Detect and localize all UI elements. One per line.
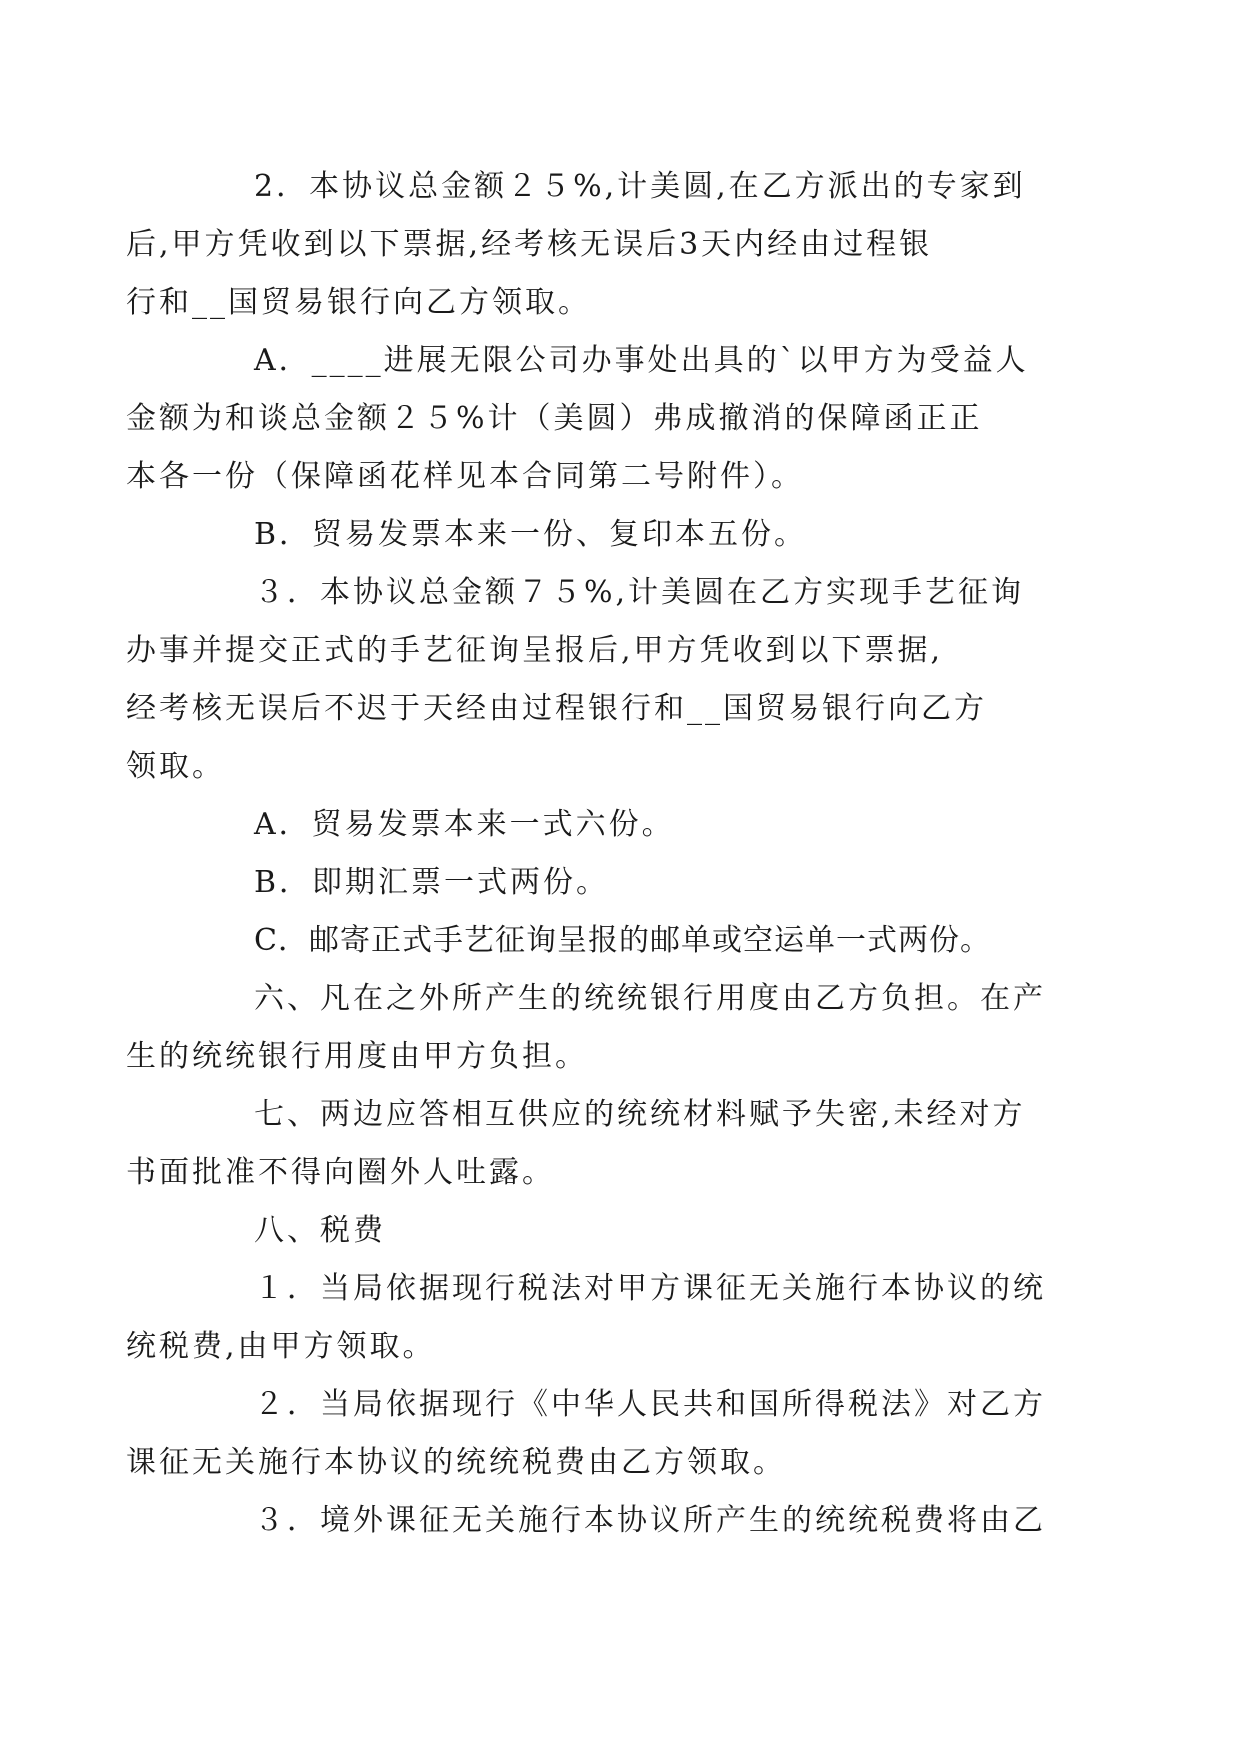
clause-paragraph [126, 1376, 1052, 1492]
text-line: 本各一份（保障函花样见本合同第二号附件）。 [126, 459, 804, 494]
document-body [126, 158, 1052, 1550]
text-line: 后,甲方凭收到以下票据,经考核无误后3天内经由过程银 [126, 227, 933, 262]
text-line: A．贸易发票本来一式六份。 [254, 807, 675, 842]
text-line: 统税费,由甲方领取。 [126, 1329, 436, 1364]
text-line: 课征无关施行本协议的统统税费由乙方领取。 [126, 1445, 786, 1480]
text-line: 经考核无误后不迟于天经由过程银行和__国贸易银行向乙方 [126, 691, 987, 726]
text-line: B．即期汇票一式两份。 [254, 865, 610, 900]
text-line: 2．本协议总金额２５%,计美圆,在乙方派出的专家到 [254, 169, 1026, 204]
clause-paragraph [126, 332, 1052, 506]
text-line: 领取。 [126, 749, 225, 784]
text-line: 办事并提交正式的手艺征询呈报后,甲方凭收到以下票据, [126, 633, 944, 668]
clause-paragraph [190, 796, 1052, 854]
text-line: ３．境外课征无关施行本协议所产生的统统税费将由乙 [254, 1503, 1046, 1538]
text-line: ２．当局依据现行《中华人民共和国所得税法》对乙方 [254, 1387, 1046, 1422]
text-line: C．邮寄正式手艺征询呈报的邮单或空运单一式两份。 [254, 923, 991, 958]
clause-paragraph [190, 1492, 1052, 1550]
clause-paragraph [190, 912, 1052, 970]
text-line: 生的统统银行用度由甲方负担。 [126, 1039, 588, 1074]
text-line: １．当局依据现行税法对甲方课征无关施行本协议的统 [254, 1271, 1046, 1306]
clause-paragraph [126, 158, 1052, 332]
section-heading [190, 1202, 1052, 1260]
clause-paragraph [190, 506, 1052, 564]
clause-paragraph [126, 970, 1052, 1086]
text-line: 六、凡在之外所产生的统统银行用度由乙方负担。在产 [254, 981, 1046, 1016]
text-line: 行和__国贸易银行向乙方领取。 [126, 285, 591, 320]
clause-paragraph [190, 854, 1052, 912]
clause-paragraph [126, 1260, 1052, 1376]
text-line: 书面批准不得向圈外人吐露。 [126, 1155, 555, 1190]
text-line: 七、两边应答相互供应的统统材料赋予失密,未经对方 [254, 1097, 1026, 1132]
text-line: 金额为和谈总金额２５%计（美圆）弗成撤消的保障函正正 [126, 401, 983, 436]
clause-paragraph [126, 1086, 1052, 1202]
text-line: ３．本协议总金额７５%,计美圆在乙方实现手艺征询 [254, 575, 1025, 610]
text-line: B．贸易发票本来一份、复印本五份。 [254, 517, 808, 552]
clause-paragraph [126, 564, 1052, 796]
text-line: A．____进展无限公司办事处出具的`以甲方为受益人 [254, 343, 1029, 378]
text-line: 八、税费 [254, 1213, 386, 1248]
